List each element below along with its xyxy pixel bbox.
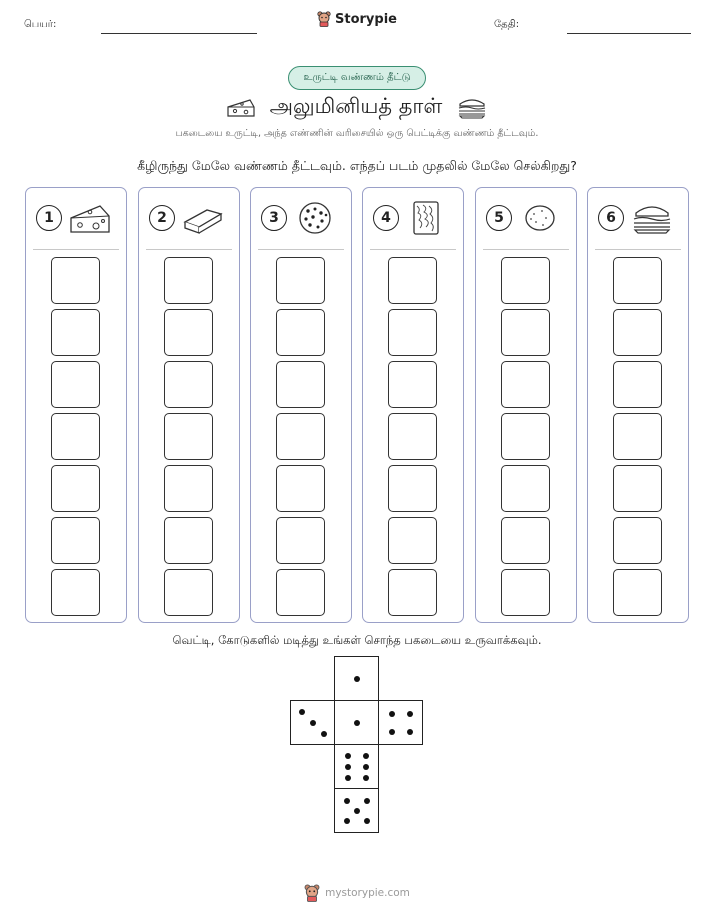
dice-instruction: வெட்டி, கோடுகளில் மடித்து உங்கள் சொந்த பகடையை உருவாக்கவும். — [172, 633, 542, 647]
activity-badge — [288, 66, 426, 90]
column-divider — [595, 249, 681, 250]
column-2 — [138, 187, 240, 623]
pip — [345, 764, 351, 770]
column-4 — [362, 187, 464, 623]
coloring-box[interactable] — [276, 465, 325, 512]
footer-url: mystorypie.com — [325, 887, 410, 899]
coloring-box[interactable] — [276, 569, 325, 616]
column-divider — [146, 249, 232, 250]
question: கீழிருந்து மேலே வண்ணம் தீட்டவும். எந்தப் படம் முதலில் மேலே செல்கிறது? — [137, 158, 577, 173]
pip — [389, 729, 395, 735]
coloring-box[interactable] — [501, 465, 550, 512]
pip — [345, 753, 351, 759]
coloring-box[interactable] — [501, 413, 550, 460]
badge-text: உருட்டி வண்ணம் தீட்டு — [303, 72, 411, 83]
coloring-box[interactable] — [51, 569, 100, 616]
coloring-box[interactable] — [164, 569, 213, 616]
pip — [344, 818, 350, 824]
date-label: தேதி: — [494, 19, 520, 30]
coloring-box[interactable] — [276, 361, 325, 408]
bear-mascot-icon — [317, 11, 331, 27]
dice-face-center — [334, 700, 379, 745]
coloring-box[interactable] — [501, 517, 550, 564]
coloring-box[interactable] — [613, 257, 662, 304]
column-3 — [250, 187, 352, 623]
sandwich-icon — [456, 95, 488, 119]
coloring-box[interactable] — [164, 413, 213, 460]
coloring-box[interactable] — [164, 257, 213, 304]
coloring-box[interactable] — [613, 517, 662, 564]
pip — [354, 808, 360, 814]
brand-name: Storypie — [335, 11, 397, 27]
pip — [299, 709, 305, 715]
coloring-box[interactable] — [388, 517, 437, 564]
coloring-box[interactable] — [276, 309, 325, 356]
column-5 — [475, 187, 577, 623]
pip — [364, 798, 370, 804]
coloring-box[interactable] — [388, 465, 437, 512]
pip — [364, 818, 370, 824]
name-line — [101, 33, 257, 34]
column-number: 1 — [36, 205, 62, 231]
dice-face-right — [378, 700, 423, 745]
pip — [354, 676, 360, 682]
pip — [407, 711, 413, 717]
coloring-box[interactable] — [164, 517, 213, 564]
coloring-box[interactable] — [51, 517, 100, 564]
dice-face-left — [290, 700, 335, 745]
coloring-box[interactable] — [388, 361, 437, 408]
pip — [363, 775, 369, 781]
coloring-box[interactable] — [388, 309, 437, 356]
pip — [354, 720, 360, 726]
dice-face-bottom — [334, 788, 379, 833]
name-label: பெயர்: — [24, 19, 57, 30]
column-divider — [370, 249, 456, 250]
coloring-box[interactable] — [164, 309, 213, 356]
column-number: 4 — [373, 205, 399, 231]
column-number: 6 — [598, 205, 624, 231]
column-divider — [258, 249, 344, 250]
footer — [0, 884, 714, 902]
coloring-box[interactable] — [51, 413, 100, 460]
pip — [321, 731, 327, 737]
pip — [407, 729, 413, 735]
coloring-box[interactable] — [276, 413, 325, 460]
page-title: அலுமினியத் தாள் — [269, 93, 443, 118]
coloring-box[interactable] — [613, 309, 662, 356]
title-row — [0, 90, 714, 124]
bear-mascot-icon — [304, 884, 320, 902]
coloring-box[interactable] — [51, 257, 100, 304]
column-1 — [25, 187, 127, 623]
date-line — [567, 33, 691, 34]
pip — [344, 798, 350, 804]
coloring-box[interactable] — [501, 569, 550, 616]
coloring-box[interactable] — [164, 361, 213, 408]
coloring-box[interactable] — [388, 413, 437, 460]
pip — [345, 775, 351, 781]
sandwich-icon — [630, 200, 674, 236]
coloring-box[interactable] — [501, 257, 550, 304]
coloring-box[interactable] — [501, 309, 550, 356]
coloring-box[interactable] — [164, 465, 213, 512]
coloring-box[interactable] — [51, 361, 100, 408]
subtitle: பகடையை உருட்டி, அந்த எண்ணின் வரிசையில் ஒரு பெட்டிக்கு வண்ணம் தீட்டவும். — [175, 128, 539, 139]
column-6 — [587, 187, 689, 623]
coloring-box[interactable] — [276, 517, 325, 564]
pip — [310, 720, 316, 726]
dice-face-lower — [334, 744, 379, 789]
column-number: 3 — [261, 205, 287, 231]
coloring-box[interactable] — [51, 309, 100, 356]
dice-face-top — [334, 656, 379, 701]
coloring-box[interactable] — [613, 413, 662, 460]
coloring-box[interactable] — [276, 257, 325, 304]
hash-brown-icon — [405, 200, 449, 236]
coloring-box[interactable] — [388, 257, 437, 304]
cheese-icon — [68, 200, 112, 236]
butter-icon — [181, 200, 225, 236]
coloring-box[interactable] — [613, 361, 662, 408]
coloring-box[interactable] — [613, 569, 662, 616]
column-number: 5 — [486, 205, 512, 231]
column-divider — [483, 249, 569, 250]
cookie-icon — [293, 200, 337, 236]
coloring-box[interactable] — [51, 465, 100, 512]
coloring-box[interactable] — [501, 361, 550, 408]
potato-icon — [518, 200, 562, 236]
pip — [363, 753, 369, 759]
coloring-box[interactable] — [613, 465, 662, 512]
brand-logo — [0, 11, 714, 27]
coloring-box[interactable] — [388, 569, 437, 616]
pip — [363, 764, 369, 770]
cheese-icon — [226, 95, 256, 119]
column-number: 2 — [149, 205, 175, 231]
pip — [389, 711, 395, 717]
column-divider — [33, 249, 119, 250]
